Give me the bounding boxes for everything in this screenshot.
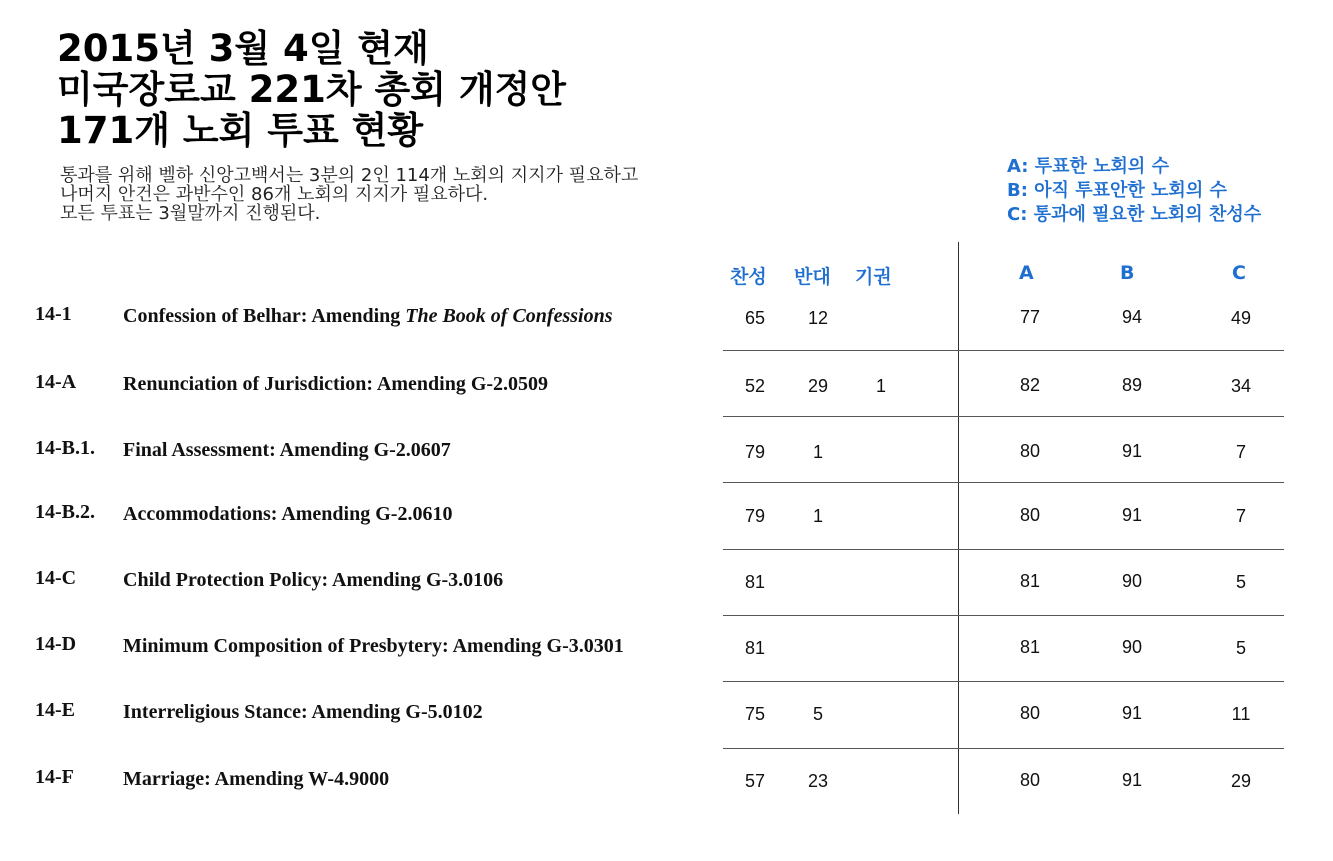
table-row bbox=[0, 633, 1333, 673]
title-line-votes: 171개 노회 투표 현황 bbox=[57, 109, 424, 152]
column-header-no: 반대 bbox=[794, 266, 831, 288]
column-header-b: B bbox=[1120, 262, 1135, 284]
legend bbox=[1007, 155, 1261, 227]
value-a: 77 bbox=[1019, 307, 1041, 327]
title-line-assembly: 미국장로교 221차 총회 개정안 bbox=[57, 68, 567, 111]
value-b: 91 bbox=[1121, 770, 1143, 790]
value-a: 80 bbox=[1019, 441, 1041, 461]
value-b: 90 bbox=[1121, 571, 1143, 591]
value-a: 81 bbox=[1019, 571, 1041, 591]
amendment-name: Minimum Composition of Presbytery: Amending G-3.0301 bbox=[123, 635, 624, 657]
amendment-id: 14-1 bbox=[35, 303, 72, 325]
value-a: 81 bbox=[1019, 637, 1041, 657]
votes-yes: 75 bbox=[744, 704, 766, 724]
value-b: 91 bbox=[1121, 505, 1143, 525]
row-divider bbox=[723, 615, 1284, 616]
amendment-name: Accommodations: Amending G-2.0610 bbox=[123, 503, 453, 525]
amendment-name-italic: The Book of Confessions bbox=[405, 305, 613, 327]
column-header-a: A bbox=[1019, 262, 1034, 284]
votes-no: 1 bbox=[812, 506, 823, 526]
column-header-yes: 찬성 bbox=[730, 266, 767, 288]
amendment-id: 14-A bbox=[35, 371, 77, 393]
table-row bbox=[0, 501, 1333, 541]
value-b: 94 bbox=[1121, 307, 1143, 327]
subtitle-line-2: 나머지 안건은 과반수인 86개 노회의 지지가 필요하다. bbox=[60, 184, 489, 205]
legend-a: A: 투표한 노회의 수 bbox=[1007, 156, 1169, 177]
value-c: 49 bbox=[1230, 308, 1252, 328]
amendment-id: 14-C bbox=[35, 567, 77, 589]
value-b: 90 bbox=[1121, 637, 1143, 657]
value-a: 80 bbox=[1019, 703, 1041, 723]
votes-abstain: 1 bbox=[875, 376, 886, 396]
amendment-name: Interreligious Stance: Amending G-5.0102 bbox=[123, 701, 483, 723]
value-c: 34 bbox=[1230, 376, 1252, 396]
amendment-id: 14-F bbox=[35, 766, 74, 788]
amendment-name: Child Protection Policy: Amending G-3.0106 bbox=[123, 569, 504, 591]
table-row bbox=[0, 766, 1333, 806]
votes-no: 5 bbox=[812, 704, 823, 724]
table-row bbox=[0, 699, 1333, 739]
row-divider bbox=[723, 482, 1284, 483]
value-b: 91 bbox=[1121, 441, 1143, 461]
row-divider bbox=[723, 681, 1284, 682]
value-c: 5 bbox=[1235, 638, 1246, 658]
subtitle bbox=[60, 166, 638, 223]
value-c: 5 bbox=[1235, 572, 1246, 592]
value-c: 29 bbox=[1230, 771, 1252, 791]
votes-yes: 81 bbox=[744, 638, 766, 658]
row-divider bbox=[723, 549, 1284, 550]
table-row bbox=[0, 371, 1333, 411]
amendment-id: 14-D bbox=[35, 633, 77, 655]
value-a: 80 bbox=[1019, 505, 1041, 525]
votes-yes: 79 bbox=[744, 442, 766, 462]
amendment-id: 14-B.2. bbox=[35, 501, 95, 523]
value-c: 7 bbox=[1235, 506, 1246, 526]
value-b: 89 bbox=[1121, 375, 1143, 395]
amendment-id: 14-B.1. bbox=[35, 437, 95, 459]
votes-yes: 79 bbox=[744, 506, 766, 526]
votes-yes: 81 bbox=[744, 572, 766, 592]
legend-c: C: 통과에 필요한 노회의 찬성수 bbox=[1007, 204, 1262, 225]
table-row bbox=[0, 437, 1333, 477]
legend-b: B: 아직 투표안한 노회의 수 bbox=[1007, 180, 1227, 201]
votes-yes: 57 bbox=[744, 771, 766, 791]
amendment-name: Confession of Belhar: Amending The Book of Confessions bbox=[123, 305, 613, 327]
votes-no: 23 bbox=[807, 771, 829, 791]
votes-no: 12 bbox=[807, 308, 829, 328]
value-a: 82 bbox=[1019, 375, 1041, 395]
amendment-id: 14-E bbox=[35, 699, 75, 721]
column-header-c: C bbox=[1232, 262, 1246, 284]
value-c: 7 bbox=[1235, 442, 1246, 462]
page-title bbox=[57, 28, 566, 151]
column-header-abstain: 기권 bbox=[855, 266, 892, 288]
title-line-date: 2015년 3월 4일 현재 bbox=[57, 27, 429, 70]
value-b: 91 bbox=[1121, 703, 1143, 723]
table-row bbox=[0, 567, 1333, 607]
value-a: 80 bbox=[1019, 770, 1041, 790]
subtitle-line-3: 모든 투표는 3월말까지 진행된다. bbox=[60, 203, 321, 224]
row-divider bbox=[723, 416, 1284, 417]
amendment-name: Marriage: Amending W-4.9000 bbox=[123, 768, 390, 790]
votes-yes: 65 bbox=[744, 308, 766, 328]
amendment-name: Renunciation of Jurisdiction: Amending G-2.0509 bbox=[123, 373, 549, 395]
amendment-name: Final Assessment: Amending G-2.0607 bbox=[123, 439, 451, 461]
votes-no: 29 bbox=[807, 376, 829, 396]
row-divider bbox=[723, 748, 1284, 749]
votes-no: 1 bbox=[812, 442, 823, 462]
table-row bbox=[0, 303, 1333, 343]
value-c: 11 bbox=[1231, 704, 1251, 724]
row-divider bbox=[723, 350, 1284, 351]
votes-yes: 52 bbox=[744, 376, 766, 396]
subtitle-line-1: 통과를 위해 벨하 신앙고백서는 3분의 2인 114개 노회의 지지가 필요하고 bbox=[60, 165, 639, 186]
